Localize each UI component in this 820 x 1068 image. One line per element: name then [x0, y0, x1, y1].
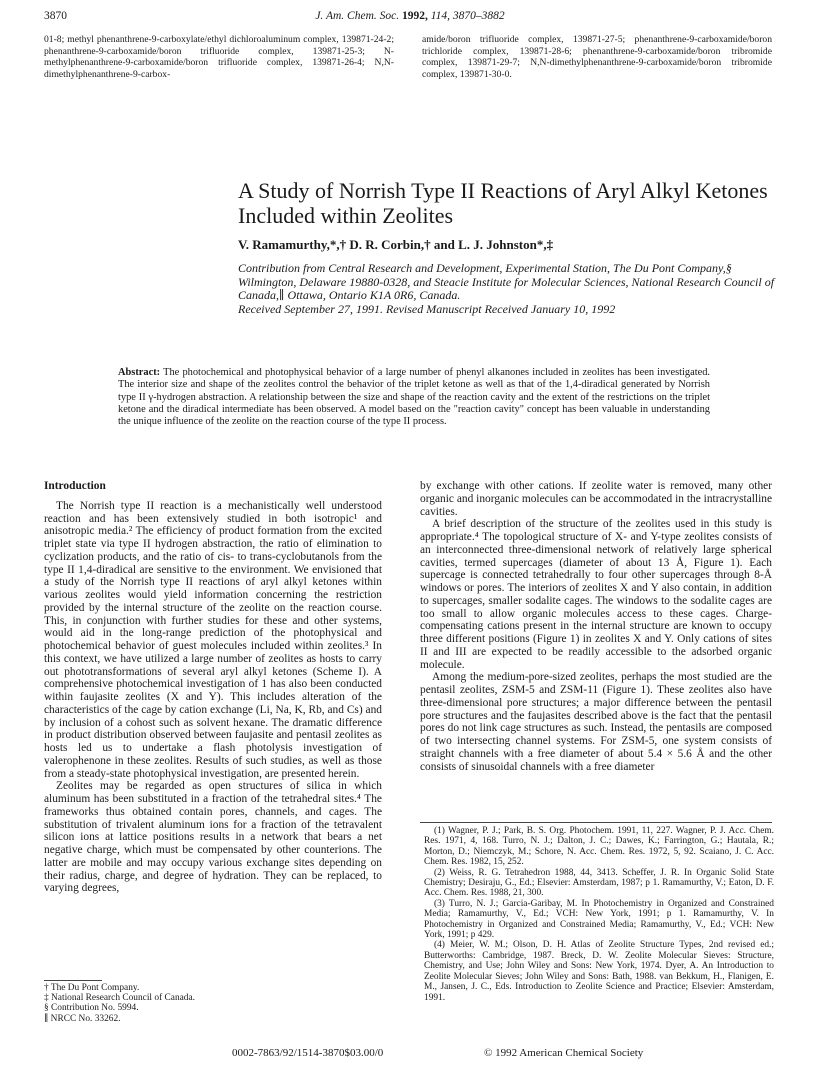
abstract: [118, 367, 710, 428]
footnote: § Contribution No. 5994.: [44, 1003, 139, 1014]
references: [424, 826, 774, 1003]
intro-paragraph-3: by exchange with other cations. If zeolite water is removed, many other organic and inorganic molecules can be accommodated in the intracrystalline cavities.: [420, 480, 772, 518]
footnote: ‡ National Research Council of Canada.: [44, 993, 195, 1004]
affiliation-block: [238, 262, 778, 316]
footnote-rule: [44, 980, 102, 981]
registry-numbers-right: amide/boron trifluoride complex, 139871-27-5; phenanthrene-9-carboxamide/boron trichloride complex, 139871-28-6; phenanthrene-9-carboxamide/boron tribromide complex, 139871-29-7; N,N-dimethylphenanthrene-9-carboxamide/boron tribromide complex, 139871-30-0.: [422, 34, 772, 80]
reference-item: (2) Weiss, R. G. Tetrahedron 1988, 44, 3413. Scheffer, J. R. In Organic Solid State Chemistry; Desiraju, G., Ed.; Elsevier: Amsterdam, 1987; p 1. Ramamurthy, V.; Eaton, D. F. Acc. Chem. Res. 1988, 21, 300.: [424, 867, 774, 899]
journal-name: J. Am. Chem. Soc.: [315, 10, 400, 22]
footnote: ∥ NRCC No. 33262.: [44, 1013, 121, 1024]
reference-item: (1) Wagner, P. J.; Park, B. S. Org. Photochem. 1991, 11, 227. Wagner, P. J. Acc. Chem. Res. 1971, 4, 168. Turro, N. J.; Dalton, J. C.; Dawes, K.; Farrington, G.; Hautala, R.; Morton, D.; Niemczyk, M.; Schore, N. Acc. Chem. Res. 1972, 5, 92. Scaiano, J. C. Acc. Chem. Res. 1982, 15, 252.: [424, 826, 774, 868]
journal-volume-pages: 114, 3870–3882: [430, 10, 505, 22]
footnote: † The Du Pont Company.: [44, 983, 140, 993]
reference-item: (4) Meier, W. M.; Olson, D. H. Atlas of Zeolite Structure Types, 2nd revised ed.; Butterworths: Cambridge, 1987. Breck, D. W. Zeolite Molecular Sieves: Structure, Chemistry, and Use; John Wiley and Sons: New York, 1974. Dyer, A. An Introduction to Zeolite Molecular Sieves; John Wiley and Sons: Bath, 1988. van Bekkum, H., Flanigen, E. M., Jansen, J. C., Eds. Introduction to Zeolite Science and Practice; Elsevier: Amsterdam, 1991.: [424, 940, 774, 1003]
article-title: A Study of Norrish Type II Reactions of Aryl Alkyl Ketones Included within Zeolites: [238, 178, 768, 228]
copyright-notice: © 1992 American Chemical Society: [484, 1047, 644, 1059]
intro-paragraph-4: A brief description of the structure of the zeolites used in this study is appropriate.⁴ The topological structure of X- and Y-type zeolites consists of an interconnected three-dimensional network of relatively large spherical cavities, termed supercages (diameter of about 13 Å, Figure 1). Each supercage is connected tetrahedrally to four other supercages through 8-Å windows or pores. The interiors of zeolites X and Y also contain, in addition to supercages, smaller sodalite cages. The windows to the sodalite cages are too small to allow organic molecules access to these cages. Charge-compensating cations present in the internal structure are known to occupy three different positions (Figure 1) in zeolites X and Y. Only cations of sites II and III are expected to be readily accessible to the adsorbed organic molecule.: [420, 518, 772, 671]
intro-paragraph-5: Among the medium-pore-sized zeolites, perhaps the most studied are the pentasil zeolites, ZSM-5 and ZSM-11 (Figure 1). These zeolites also have three-dimensional pore structures; a major difference between the pentasil pore structures and the faujasites described above is the fact that the pentasil pores do not link cage structures as such. Instead, the pentasils are composed of two intersecting channel systems. For ZSM-5, one system consists of straight channels with a free diameter of about 5.4 × 5.6 Å and the other consists of sinusoidal channels with a free diameter: [420, 671, 772, 773]
affiliation: Contribution from Central Research and Development, Experimental Station, The Du Pont Company,§ Wilmington, Delaware 19880-0328, and Steacie Institute for Molecular Sciences, National Research Council of Canada,∥ Ottawa, Ontario K1A 0R6, Canada.: [238, 261, 775, 302]
reference-item: (3) Turro, N. J.; Garcia-Garibay, M. In Photochemistry in Organized and Constrained Media; Ramamurthy, V., Ed.; VCH: New York, 1991; p 1. Ramamurthy, V. In Photochemistry in Organized and Constrained Media; Ramamurthy, V., Ed.; VCH: New York, 1991; p 429.: [424, 898, 774, 941]
affiliation-footnotes: [44, 983, 344, 1024]
journal-citation: [0, 10, 820, 22]
article-code: 0002-7863/92/1514-3870$03.00/0: [232, 1047, 384, 1059]
journal-year: 1992,: [402, 10, 428, 22]
intro-paragraph-2: Zeolites may be regarded as open structures of silica in which aluminum has been substituted in a fraction of the tetrahedral sites.⁴ The frameworks thus obtained contain pores, channels, and cages. The substitution of trivalent aluminum ions for a fraction of the tetravalent silicon ions at lattice positions results in a network that bears a net negative charge, which must be compensated by other counterions. The latter are mobile and may occupy various exchange sites depending on their radius, charge, and degree of hydration. They can be replaced, to varying degrees,: [44, 780, 382, 895]
intro-paragraph-1: The Norrish type II reaction is a mechanistically well understood reaction and has been extensively studied in both isotropic¹ and anisotropic media.² The efficiency of product formation from the excited triplet state via type II hydrogen abstraction, the ratio of elimination to cyclization products, and the ratio of cis- to trans-cyclobutanols from the type II 1,4-diradical are sensitive to the environment. We envisioned that a study of the Norrish type II reactions of aryl alkyl ketones within various zeolites would yield information concerning the restriction provided by the internal structure of the zeolite on the reaction course. This, in conjunction with further studies for these and other systems, would aid in the long-range prediction of the photophysical and photochemical behavior of guest molecules included within zeolites.³ In this context, we have utilized a large number of zeolites as hosts to carry out phototransformations of several aryl alkyl ketones (Scheme I). A comprehensive photochemical investigation of 1 has also been conducted within faujasite zeolites (X and Y). This includes alteration of the characteristics of the cage by cation exchange (Li, Na, K, Rb, and Cs) and by inclusion of a cohost such as solvent hexane. The dramatic difference in product distribution observed between faujasite and pentasil zeolites as hosts led us to undertake a flash photolysis investigation of valerophenone in these zeolites. Results of such studies, as well as those from a steady-state photophysical investigation, are presented herein.: [44, 499, 382, 780]
right-column: [420, 480, 772, 773]
left-column: [44, 480, 382, 895]
author-list: V. Ramamurthy,*,† D. R. Corbin,† and L. J. Johnston*,‡: [238, 237, 554, 252]
page-number: 3870: [44, 10, 67, 22]
section-heading-introduction: Introduction: [44, 480, 106, 492]
registry-numbers-left: 01-8; methyl phenanthrene-9-carboxylate/ethyl dichloroaluminum complex, 139871-24-2; phenanthrene-9-carboxamide/boron trifluoride complex, 139871-25-3; N-methylphenanthrene-9-carboxamide/boron trifluoride complex, 139871-26-4; N,N-dimethylphenanthrene-9-carbox-: [44, 34, 394, 80]
references-rule: [420, 822, 772, 823]
abstract-label: Abstract:: [118, 367, 161, 378]
received-dates: Received September 27, 1991. Revised Manuscript Received January 10, 1992: [238, 301, 616, 316]
abstract-text: The photochemical and photophysical behavior of a large number of phenyl alkanones included in zeolites has been investigated. The interior size and shape of the zeolites control the behavior of the triplet ketone as well as that of the 1,4-diradical generated by Norrish type II γ-hydrogen abstraction. A relationship between the size and shape of the reaction cavity and the extent of the restrictions on the triplet ketone and the diradical intermediate has been observed. A model based on the "reaction cavity" concept has been valuable in understanding the unique influence of the zeolite on the reaction course of the type II process.: [118, 367, 710, 428]
